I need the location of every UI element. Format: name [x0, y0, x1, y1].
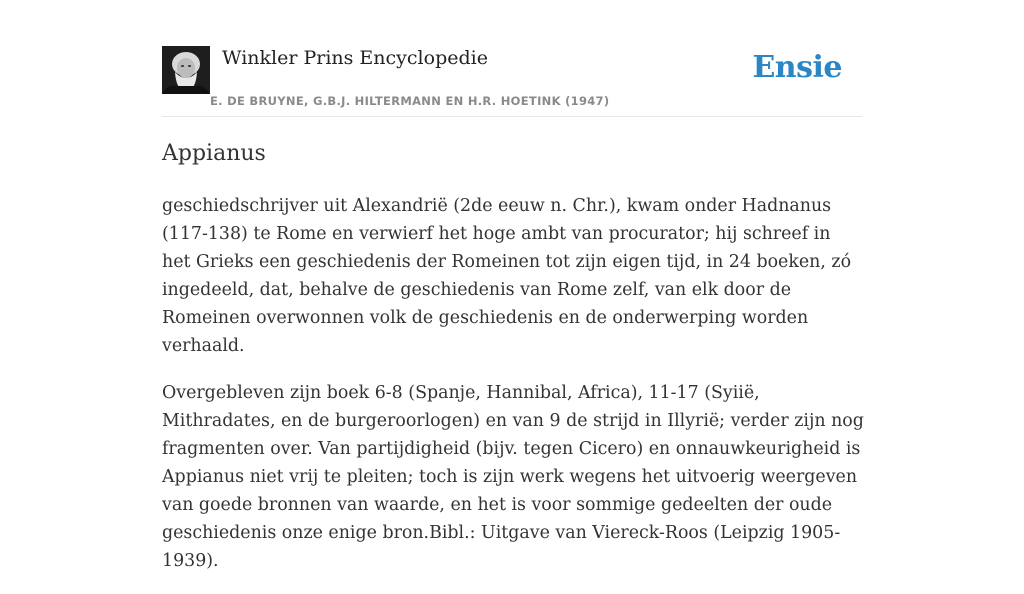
article-body — [162, 192, 864, 594]
ensie-logo[interactable]: Ensie — [752, 50, 842, 85]
source-header — [162, 40, 862, 117]
source-title[interactable]: Winkler Prins Encyclopedie — [222, 47, 488, 69]
article-title: Appianus — [162, 141, 266, 166]
article-paragraph: geschiedschrijver uit Alexandrië (2de eeuw n. Chr.), kwam onder Hadnanus (117-138) te Rome en verwierf het hoge ambt van procurator; hij schreef in het Grieks een geschiedenis der Romeinen tot zijn eigen tijd, in 24 boeken, zó ingedeeld, dat, behalve de geschiedenis van Rome zelf, van elk door de Romeinen overwonnen volk de geschiedenis en de onderwerping worden verhaald. — [162, 196, 852, 356]
author-portrait-icon[interactable] — [162, 46, 210, 94]
source-authors: E. DE BRUYNE, G.B.J. HILTERMANN EN H.R. HOETINK (1947) — [210, 94, 610, 108]
article-paragraph: Overgebleven zijn boek 6-8 (Spanje, Hannibal, Africa), 11-17 (Syiië, Mithradates, en de burgeroorlogen) en van 9 de strijd in Illyrië; verder zijn nog fragmenten over. Van partijdigheid (bijv. tegen Cicero) en onnauwkeurigheid is Appianus niet vrij te pleiten; toch is zijn werk wegens het uitvoerig weergeven van goede bronnen van waarde, en het is voor sommige gedeelten der oude geschiedenis onze enige bron.Bibl.: Uitgave van Viereck-Roos (Leipzig 1905-1939). — [162, 383, 864, 571]
